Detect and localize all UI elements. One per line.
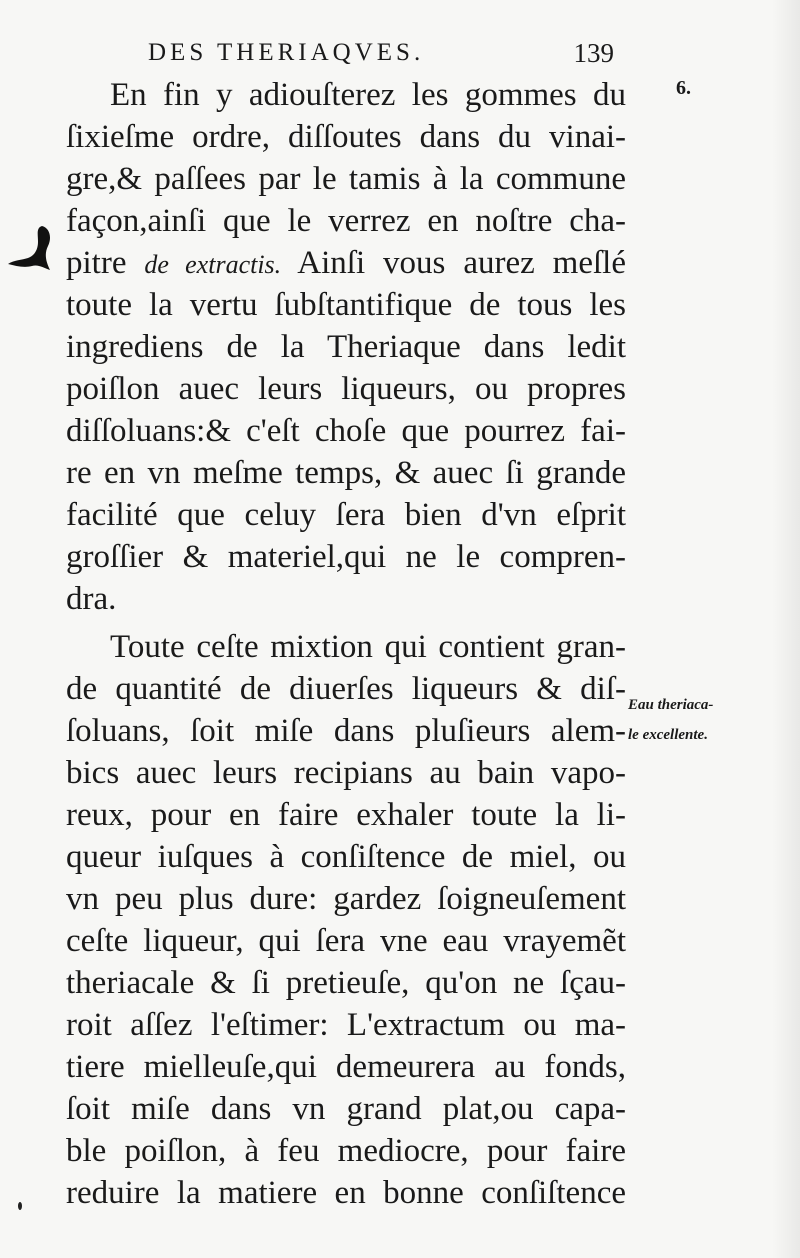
text-line: theriacale & ſi pretieuſe, qu'on ne ſçau-	[66, 965, 626, 1001]
text-line: dra.	[66, 581, 117, 617]
text-line: toute la vertu ſubſtantifique de tous les	[66, 287, 626, 323]
margin-mark: 6.	[676, 77, 691, 99]
text-line: ble poiſlon, à feu mediocre, pour faire	[66, 1133, 626, 1169]
page-header	[148, 36, 614, 70]
text-line: facilité que celuy ſera bien d'vn eſprit	[66, 497, 626, 533]
text-line: reduire la matiere en bonne conſiſtence	[66, 1175, 626, 1211]
text-line: roit aſſez l'eſtimer: L'extractum ou ma-	[66, 1007, 626, 1043]
text-line: poiſlon auec leurs liqueurs, ou propres	[66, 371, 626, 407]
margin-note-line-1: Eau theriaca-	[628, 697, 714, 713]
italic-text-segment: de extractis.	[144, 250, 282, 279]
text-line: façon,ainſi que le verrez en noſtre cha-	[66, 203, 626, 239]
text-line: tiere mielleuſe,qui demeurera au fonds,	[66, 1049, 626, 1085]
text-line: groſſier & materiel,qui ne le compren-	[66, 539, 626, 575]
text-line: gre,& paſſees par le tamis à la commune	[66, 161, 626, 197]
text-line: Toute ceſte mixtion qui contient gran-	[110, 629, 626, 665]
ink-speck	[16, 1200, 24, 1212]
ink-blot-mark	[4, 224, 58, 284]
running-title: DES THERIAQVES.	[148, 39, 425, 66]
page-number: 139	[573, 38, 614, 68]
text-line: vn peu plus dure: gardez ſoigneuſement	[66, 881, 626, 917]
text-line: ſoluans, ſoit miſe dans pluſieurs alem-	[66, 713, 626, 749]
text-line: ſixieſme ordre, diſſoutes dans du vinai-	[66, 119, 626, 155]
text-line: de quantité de diuerſes liqueurs & diſ-	[66, 671, 626, 707]
text-segment: Ainſi vous aurez meſlé	[297, 245, 626, 281]
text-line: En fin y adiouſterez les gommes du	[110, 77, 626, 113]
page-edge-shadow	[772, 0, 800, 1258]
text-segment: pitre	[66, 245, 127, 281]
text-line: ceſte liqueur, qui ſera vne eau vrayemẽt	[66, 923, 626, 959]
text-line: re en vn meſme temps, & auec ſi grande	[66, 455, 626, 491]
text-line: bics auec leurs recipians au bain vapo-	[66, 755, 626, 791]
text-line: reux, pour en faire exhaler toute la li-	[66, 797, 626, 833]
text-line: queur iuſques à conſiſtence de miel, ou	[66, 839, 626, 875]
text-line	[66, 242, 626, 284]
text-line: ingrediens de la Theriaque dans ledit	[66, 329, 626, 365]
text-line: ſoit miſe dans vn grand plat,ou capa-	[66, 1091, 626, 1127]
margin-note-line-2: le excellente.	[628, 727, 708, 743]
text-line: diſſoluans:& c'eſt choſe que pourrez fai-	[66, 413, 626, 449]
